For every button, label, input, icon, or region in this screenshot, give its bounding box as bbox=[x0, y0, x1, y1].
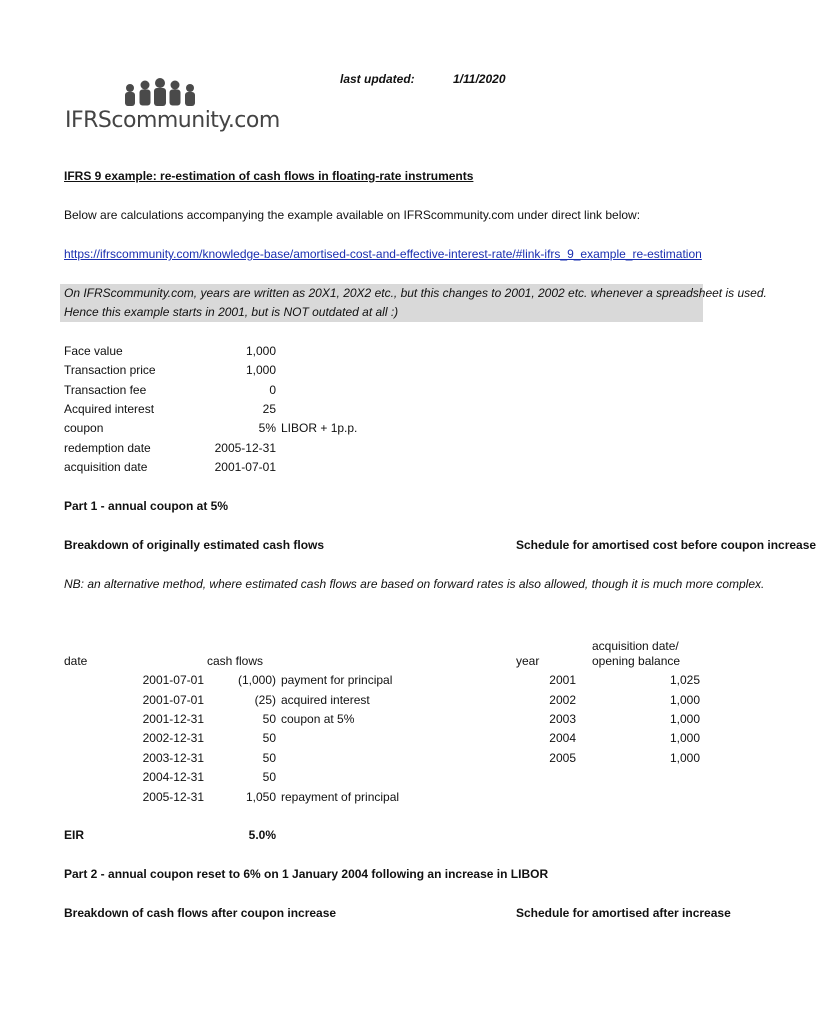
cf-desc: repayment of principal bbox=[281, 790, 400, 804]
eir-value: 5.0% bbox=[248, 828, 276, 842]
community-people-icon bbox=[120, 78, 200, 108]
cf-desc: payment for principal bbox=[281, 673, 393, 687]
cf-amount: (25) bbox=[254, 693, 276, 707]
cf-date: 2004-12-31 bbox=[142, 770, 204, 784]
cf-amount: 50 bbox=[262, 770, 276, 784]
schedule-year: 2001 bbox=[549, 673, 576, 687]
cf-date: 2001-07-01 bbox=[142, 693, 204, 707]
logo-text: IFRScommunity.com bbox=[65, 108, 280, 133]
param-label: Acquired interest bbox=[64, 402, 155, 416]
schedule-header-opening-2: opening balance bbox=[592, 654, 681, 668]
param-value: 5% bbox=[258, 421, 276, 435]
param-label: redemption date bbox=[64, 441, 151, 455]
eir-label: EIR bbox=[64, 828, 85, 842]
param-value: 2005-12-31 bbox=[214, 441, 276, 455]
schedule-opening: 1,000 bbox=[669, 693, 700, 707]
param-label: Transaction price bbox=[64, 363, 156, 377]
cf-desc: coupon at 5% bbox=[281, 712, 355, 726]
part1-left-heading: Breakdown of originally estimated cash flows bbox=[64, 538, 325, 552]
schedule-year: 2003 bbox=[549, 712, 576, 726]
cf-amount: 50 bbox=[262, 712, 276, 726]
part2-left-heading: Breakdown of cash flows after coupon increase bbox=[64, 906, 337, 920]
param-value: 0 bbox=[269, 383, 276, 397]
part2-right-heading: Schedule for amortised after increase bbox=[516, 906, 731, 920]
schedule-opening: 1,000 bbox=[669, 712, 700, 726]
article-link[interactable]: https://ifrscommunity.com/knowledge-base/amortised-cost-and-effective-interest-rate/#link-ifrs_9_example_re-estimation bbox=[64, 247, 702, 261]
part2-heading: Part 2 - annual coupon reset to 6% on 1 January 2004 following an increase in LIBOR bbox=[64, 867, 549, 881]
schedule-opening: 1,000 bbox=[669, 731, 700, 745]
schedule-opening: 1,000 bbox=[669, 751, 700, 765]
note-line-1: On IFRScommunity.com, years are written as 20X1, 20X2 etc., but this changes to 2001, 2002 etc. whenever a spreadsheet is used. bbox=[64, 286, 767, 300]
page-title: IFRS 9 example: re-estimation of cash flows in floating-rate instruments bbox=[64, 169, 474, 183]
cf-date: 2003-12-31 bbox=[142, 751, 204, 765]
part1-right-heading: Schedule for amortised cost before coupon increase bbox=[516, 538, 816, 552]
cf-header-date: date bbox=[64, 654, 88, 668]
schedule-header-year: year bbox=[516, 654, 540, 668]
param-label: Transaction fee bbox=[64, 383, 147, 397]
schedule-year: 2004 bbox=[549, 731, 576, 745]
schedule-opening: 1,025 bbox=[669, 673, 700, 687]
param-label: coupon bbox=[64, 421, 104, 435]
cf-date: 2001-07-01 bbox=[142, 673, 204, 687]
schedule-year: 2002 bbox=[549, 693, 576, 707]
param-label: acquisition date bbox=[64, 460, 148, 474]
last-updated-label: last updated: bbox=[340, 72, 415, 86]
cf-amount: 50 bbox=[262, 751, 276, 765]
cf-amount: (1,000) bbox=[237, 673, 276, 687]
cf-desc: acquired interest bbox=[281, 693, 370, 707]
param-value: 2001-07-01 bbox=[214, 460, 276, 474]
schedule-year: 2005 bbox=[549, 751, 576, 765]
note-line-2: Hence this example starts in 2001, but is NOT outdated at all :) bbox=[64, 305, 399, 319]
intro-text: Below are calculations accompanying the example available on IFRScommunity.com under direct link below: bbox=[64, 208, 641, 222]
part1-nb: NB: an alternative method, where estimated cash flows are based on forward rates is also allowed, though it is much more complex. bbox=[64, 577, 765, 591]
cf-date: 2005-12-31 bbox=[142, 790, 204, 804]
param-extra: LIBOR + 1p.p. bbox=[281, 421, 358, 435]
schedule-header-opening-1: acquisition date/ bbox=[592, 639, 679, 653]
param-value: 1,000 bbox=[245, 344, 276, 358]
part1-heading: Part 1 - annual coupon at 5% bbox=[64, 499, 229, 513]
param-label: Face value bbox=[64, 344, 123, 358]
cf-date: 2001-12-31 bbox=[142, 712, 204, 726]
cf-header-cash-flows: cash flows bbox=[207, 654, 264, 668]
cf-date: 2002-12-31 bbox=[142, 731, 204, 745]
cf-amount: 1,050 bbox=[245, 790, 276, 804]
last-updated-value: 1/11/2020 bbox=[453, 72, 506, 86]
logo bbox=[62, 78, 280, 140]
cf-amount: 50 bbox=[262, 731, 276, 745]
param-value: 25 bbox=[262, 402, 276, 416]
param-value: 1,000 bbox=[245, 363, 276, 377]
